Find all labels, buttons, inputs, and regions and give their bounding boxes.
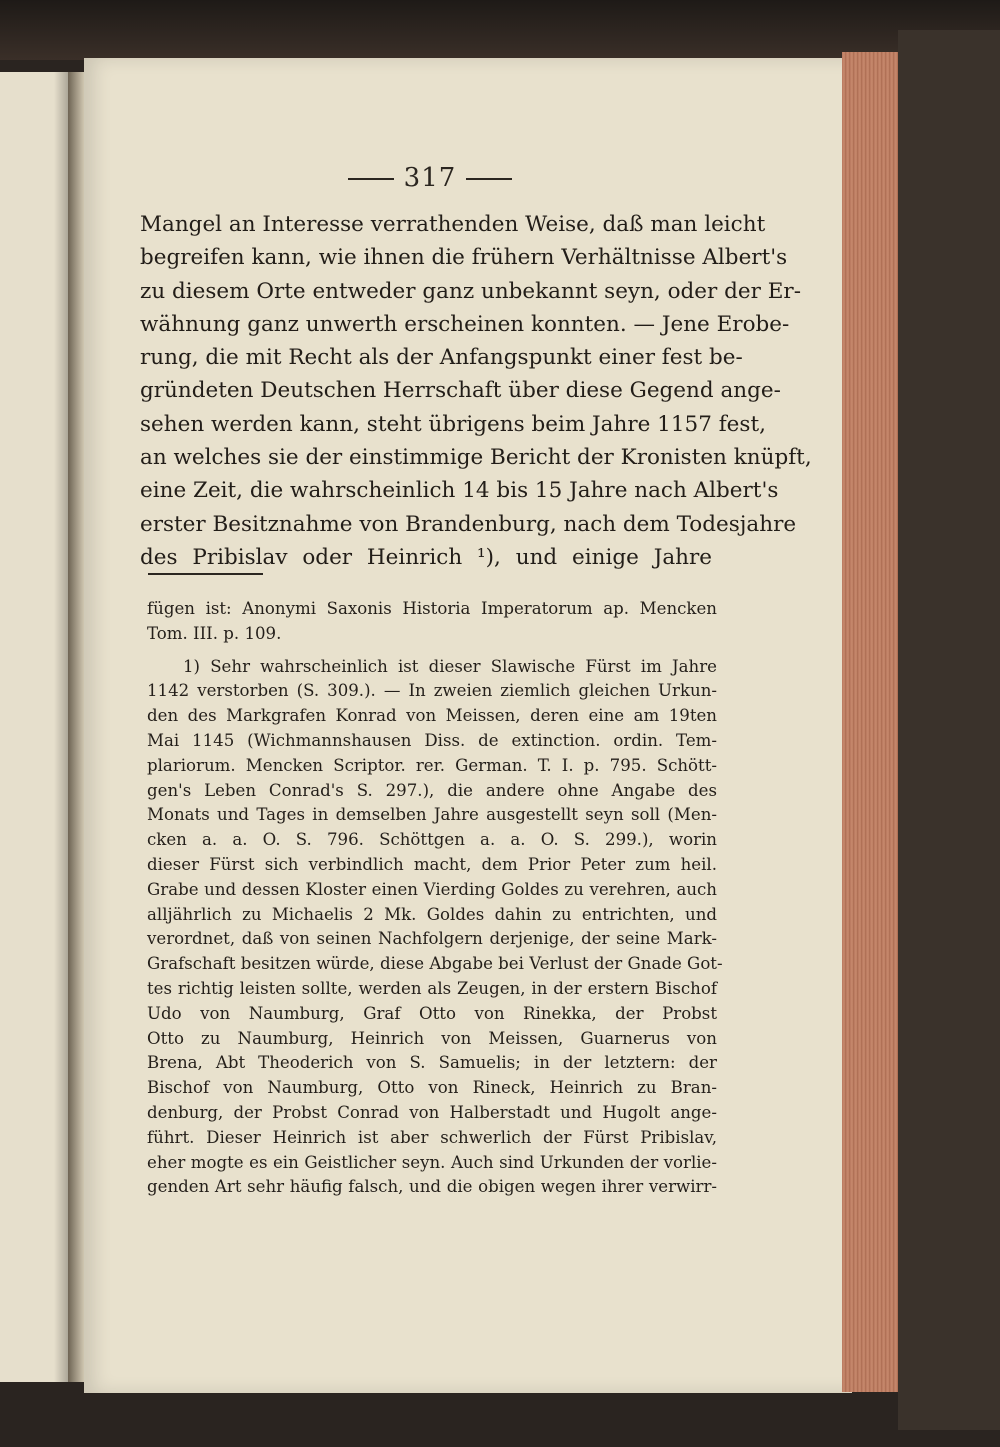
text-line: begreifen kann, wie ihnen die frühern Verhältnisse Albert's bbox=[140, 245, 788, 271]
footnote-line: Bischof von Naumburg, Otto von Rineck, Heinrich zu Bran- bbox=[147, 1078, 717, 1098]
footnote-line: dieser Fürst sich verbindlich macht, dem Prior Peter zum heil. bbox=[147, 854, 717, 874]
footnote-line: fügen ist: Anonymi Saxonis Historia Imperatorum ap. Mencken bbox=[147, 599, 717, 618]
footnote-line: Udo von Naumburg, Graf Otto von Rinekka, der Probst bbox=[147, 1003, 717, 1023]
footnote-line: Grafschaft besitzen würde, diese Abgabe bei Verlust der Gnade Got- bbox=[147, 954, 723, 974]
footnote-line: verordnet, daß von seinen Nachfolgern derjenige, der seine Mark- bbox=[147, 929, 717, 949]
footnote-line: cken a. a. O. S. 796. Schöttgen a. a. O. S. 299.), worin bbox=[147, 830, 717, 850]
footnote-line: 1142 verstorben (S. 309.). — In zweien ziemlich gleichen Urkun- bbox=[147, 681, 717, 701]
footnote-line: gen's Leben Conrad's S. 297.), die andere ohne Angabe des bbox=[147, 780, 717, 800]
footnote-line: Brena, Abt Theoderich von S. Samuelis; in der letztern: der bbox=[147, 1053, 717, 1073]
footnote-line: Grabe und dessen Kloster einen Vierding Goldes zu verehren, auch bbox=[147, 879, 717, 899]
text-line: des Pribislav oder Heinrich ¹), und einige Jahre bbox=[140, 544, 712, 570]
main-text bbox=[140, 208, 812, 574]
footnote-line: alljährlich zu Michaelis 2 Mk. Goldes dahin zu entrichten, und bbox=[147, 904, 717, 924]
text-line: gründeten Deutschen Herrschaft über diese Gegend ange- bbox=[140, 378, 781, 404]
footnote-line: Mai 1145 (Wichmannshausen Diss. de extinction. ordin. Tem- bbox=[147, 730, 717, 750]
left-page-fragment bbox=[0, 72, 70, 1382]
book-gutter bbox=[68, 72, 84, 1382]
text-line: erster Besitznahme von Brandenburg, nach dem Todesjahre bbox=[140, 511, 797, 537]
page-number: 317 bbox=[403, 163, 457, 193]
footnote-line: 1) Sehr wahrscheinlich ist dieser Slawische Fürst im Jahre bbox=[183, 656, 717, 676]
header-rule-left bbox=[348, 178, 394, 180]
footnote-line: Monats und Tages in demselben Jahre ausgestellt seyn soll (Men- bbox=[147, 805, 717, 825]
footnote-line: plariorum. Mencken Scriptor. rer. German. T. I. p. 795. Schött- bbox=[147, 755, 717, 775]
header-rule-right bbox=[466, 178, 512, 180]
footnote-separator bbox=[148, 573, 263, 575]
footnote-line: Tom. III. p. 109. bbox=[147, 623, 282, 643]
text-line: zu diesem Orte entweder ganz unbekannt seyn, oder der Er- bbox=[140, 278, 801, 304]
page-header bbox=[330, 163, 530, 193]
page-edges bbox=[842, 52, 901, 1392]
footnote-line: tes richtig leisten sollte, werden als Zeugen, in der erstern Bischof bbox=[147, 978, 717, 998]
book-cover-top bbox=[0, 0, 1000, 60]
text-line: wähnung ganz unwerth erscheinen konnten. — Jene Erobe- bbox=[140, 311, 790, 337]
footnote-line: Otto zu Naumburg, Heinrich von Meissen, Guarnerus von bbox=[147, 1028, 717, 1048]
text-line: eine Zeit, die wahrscheinlich 14 bis 15 Jahre nach Albert's bbox=[140, 478, 779, 504]
footnote-line: eher mogte es ein Geistlicher seyn. Auch sind Urkunden der vorlie- bbox=[147, 1152, 717, 1172]
footnote-line: führt. Dieser Heinrich ist aber schwerlich der Fürst Pribislav, bbox=[147, 1127, 717, 1147]
footnote-line: genden Art sehr häufig falsch, und die obigen wegen ihrer verwirr- bbox=[147, 1177, 717, 1197]
footnote-line: denburg, der Probst Conrad von Halberstadt und Hugolt ange- bbox=[147, 1102, 717, 1122]
book-cover-right bbox=[898, 30, 1000, 1430]
footnotes bbox=[147, 597, 723, 1200]
text-line: Mangel an Interesse verrathenden Weise, daß man leicht bbox=[140, 212, 766, 237]
text-line: sehen werden kann, steht übrigens beim Jahre 1157 fest, bbox=[140, 411, 766, 437]
text-line: rung, die mit Recht als der Anfangspunkt einer fest be- bbox=[140, 345, 743, 371]
footnote-line: den des Markgrafen Konrad von Meissen, deren eine am 19ten bbox=[147, 706, 717, 726]
text-line: an welches sie der einstimmige Bericht der Kronisten knüpft, bbox=[140, 445, 812, 471]
